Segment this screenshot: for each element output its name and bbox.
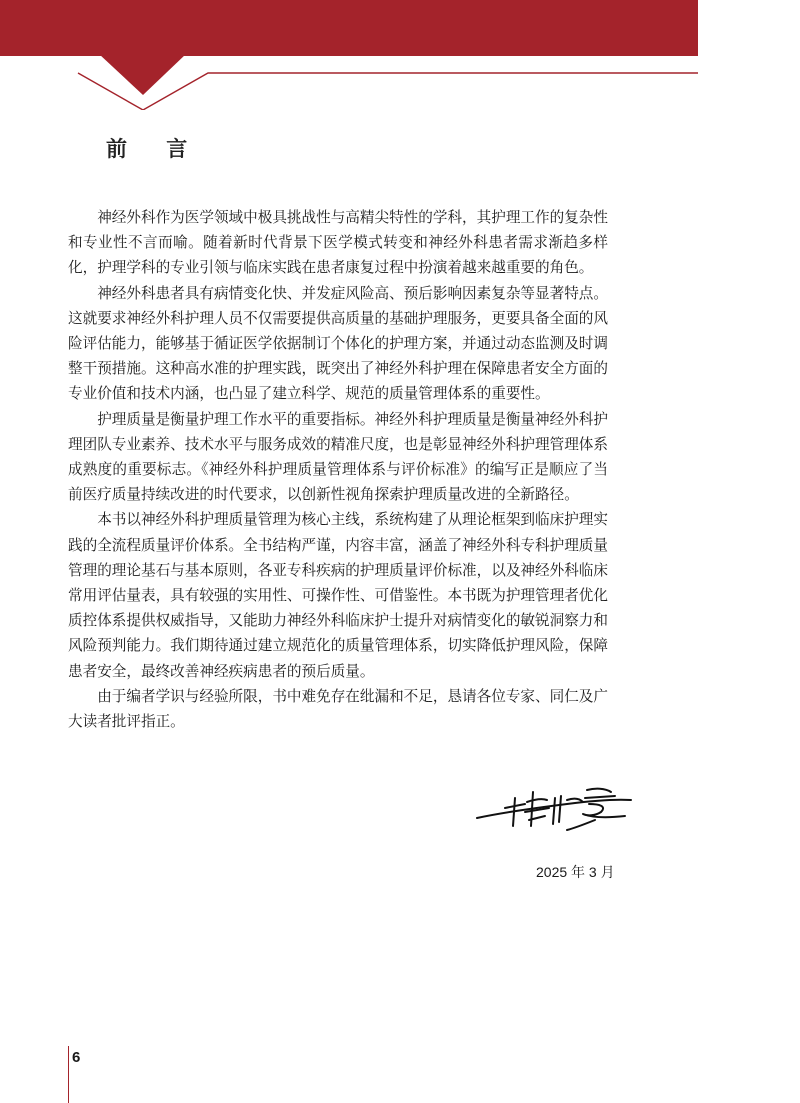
paragraph: 神经外科作为医学领域中极具挑战性与高精尖特性的学科，其护理工作的复杂性和专业性不言而喻。随着新时代背景下医学模式转变和神经外科患者需求渐趋多样化，护理学科的专业引领与临床实践在患者康复过程中扮演着越来越重要的角色。	[68, 209, 608, 277]
handwritten-signature	[475, 782, 635, 834]
header-chevron-line	[78, 73, 698, 110]
date: 2025 年 3 月	[536, 864, 615, 880]
header-notch	[99, 54, 186, 95]
paragraph: 神经外科患者具有病情变化快、并发症风险高、预后影响因素复杂等显著特点。这就要求神经外科护理人员不仅需要提供高质量的基础护理服务，更要具备全面的风险评估能力，能够基于循证医学依据制订个体化的护理方案，并通过动态监测及时调整干预措施。这种高水准的护理实践，既突出了神经外科护理在保障患者安全方面的专业价值和技术内涵，也凸显了建立科学、规范的质量管理体系的重要性。	[68, 284, 608, 403]
page-title: 前 言	[106, 136, 204, 161]
margin-rule	[68, 1046, 69, 1103]
page-number: 6	[72, 1049, 81, 1066]
preface-body	[68, 205, 608, 734]
header-decoration	[0, 0, 800, 110]
paragraph: 本书以神经外科护理质量管理为核心主线，系统构建了从理论框架到临床护理实践的全流程质量评价体系。全书结构严谨，内容丰富，涵盖了神经外科专科护理质量管理的理论基石与基本原则，各亚专科疾病的护理质量评价标准，以及神经外科临床常用评估量表，具有较强的实用性、可操作性、可借鉴性。本书既为护理管理者优化质控体系提供权威指导，又能助力神经外科临床护士提升对病情变化的敏锐洞察力和风险预判能力。我们期待通过建立规范化的质量管理体系，切实降低护理风险，保障患者安全，最终改善神经疾病患者的预后质量。	[68, 511, 608, 680]
paragraph: 由于编者学识与经验所限，书中难免存在纰漏和不足，恳请各位专家、同仁及广大读者批评指正。	[68, 687, 608, 731]
paragraph: 护理质量是衡量护理工作水平的重要指标。神经外科护理质量是衡量神经外科护理团队专业素养、技术水平与服务成效的精准尺度，也是彰显神经外科护理管理体系成熟度的重要标志。《神经外科护理质量管理体系与评价标准》的编写正是顺应了当前医疗质量持续改进的时代要求，以创新性视角探索护理质量改进的全新路径。	[68, 410, 608, 504]
